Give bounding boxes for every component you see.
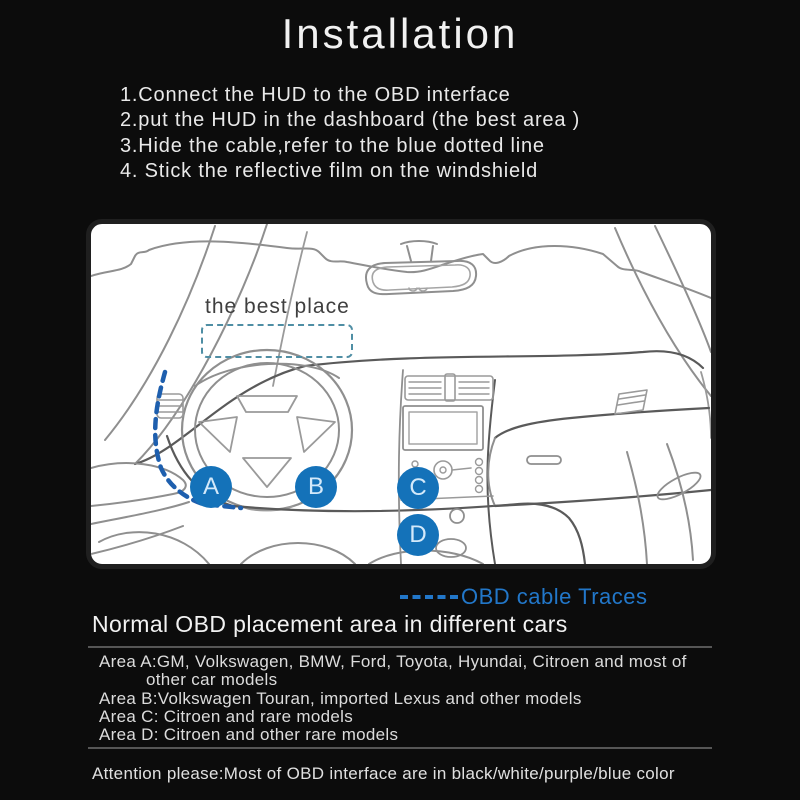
best-place-dashed-box [201, 324, 353, 358]
step-3: 3.Hide the cable,refer to the blue dotted line [120, 134, 545, 157]
area-c-line: Area C: Citroen and rare models [99, 706, 354, 726]
obd-cable-legend-label: OBD cable Traces [461, 584, 648, 609]
installation-steps [120, 83, 580, 185]
car-dashboard-line-art [91, 224, 711, 564]
step-2: 2.put the HUD in the dashboard (the best area ) [120, 109, 581, 132]
area-a-line-1: Area A:GM, Volkswagen, BMW, Ford, Toyota, Hyundai, Citroen and most of [99, 652, 687, 671]
obd-cable-legend [400, 584, 648, 610]
area-marker-d: D [397, 514, 439, 556]
step-1: 1.Connect the HUD to the OBD interface [120, 84, 511, 106]
page-title: Installation [281, 10, 519, 57]
divider-top [88, 646, 712, 648]
placement-heading: Normal OBD placement area in different cars [92, 611, 568, 637]
best-place-label: the best place [205, 295, 350, 318]
dashboard-diagram-panel [86, 219, 716, 569]
area-b-line: Area B:Volkswagen Touran, imported Lexus and other models [99, 688, 582, 708]
attention-note: Attention please:Most of OBD interface are in black/white/purple/blue color [92, 764, 675, 783]
area-marker-a: A [190, 466, 232, 508]
area-marker-b: B [295, 466, 337, 508]
area-d-line: Area D: Citroen and other rare models [99, 725, 399, 745]
area-marker-c: C [397, 467, 439, 509]
divider-bottom [88, 747, 712, 749]
area-a-line-2: other car models [146, 670, 278, 690]
step-4: 4. Stick the reflective film on the windshield [120, 160, 539, 183]
placement-area-list [99, 653, 687, 744]
obd-trace-dash-sample [400, 595, 458, 599]
